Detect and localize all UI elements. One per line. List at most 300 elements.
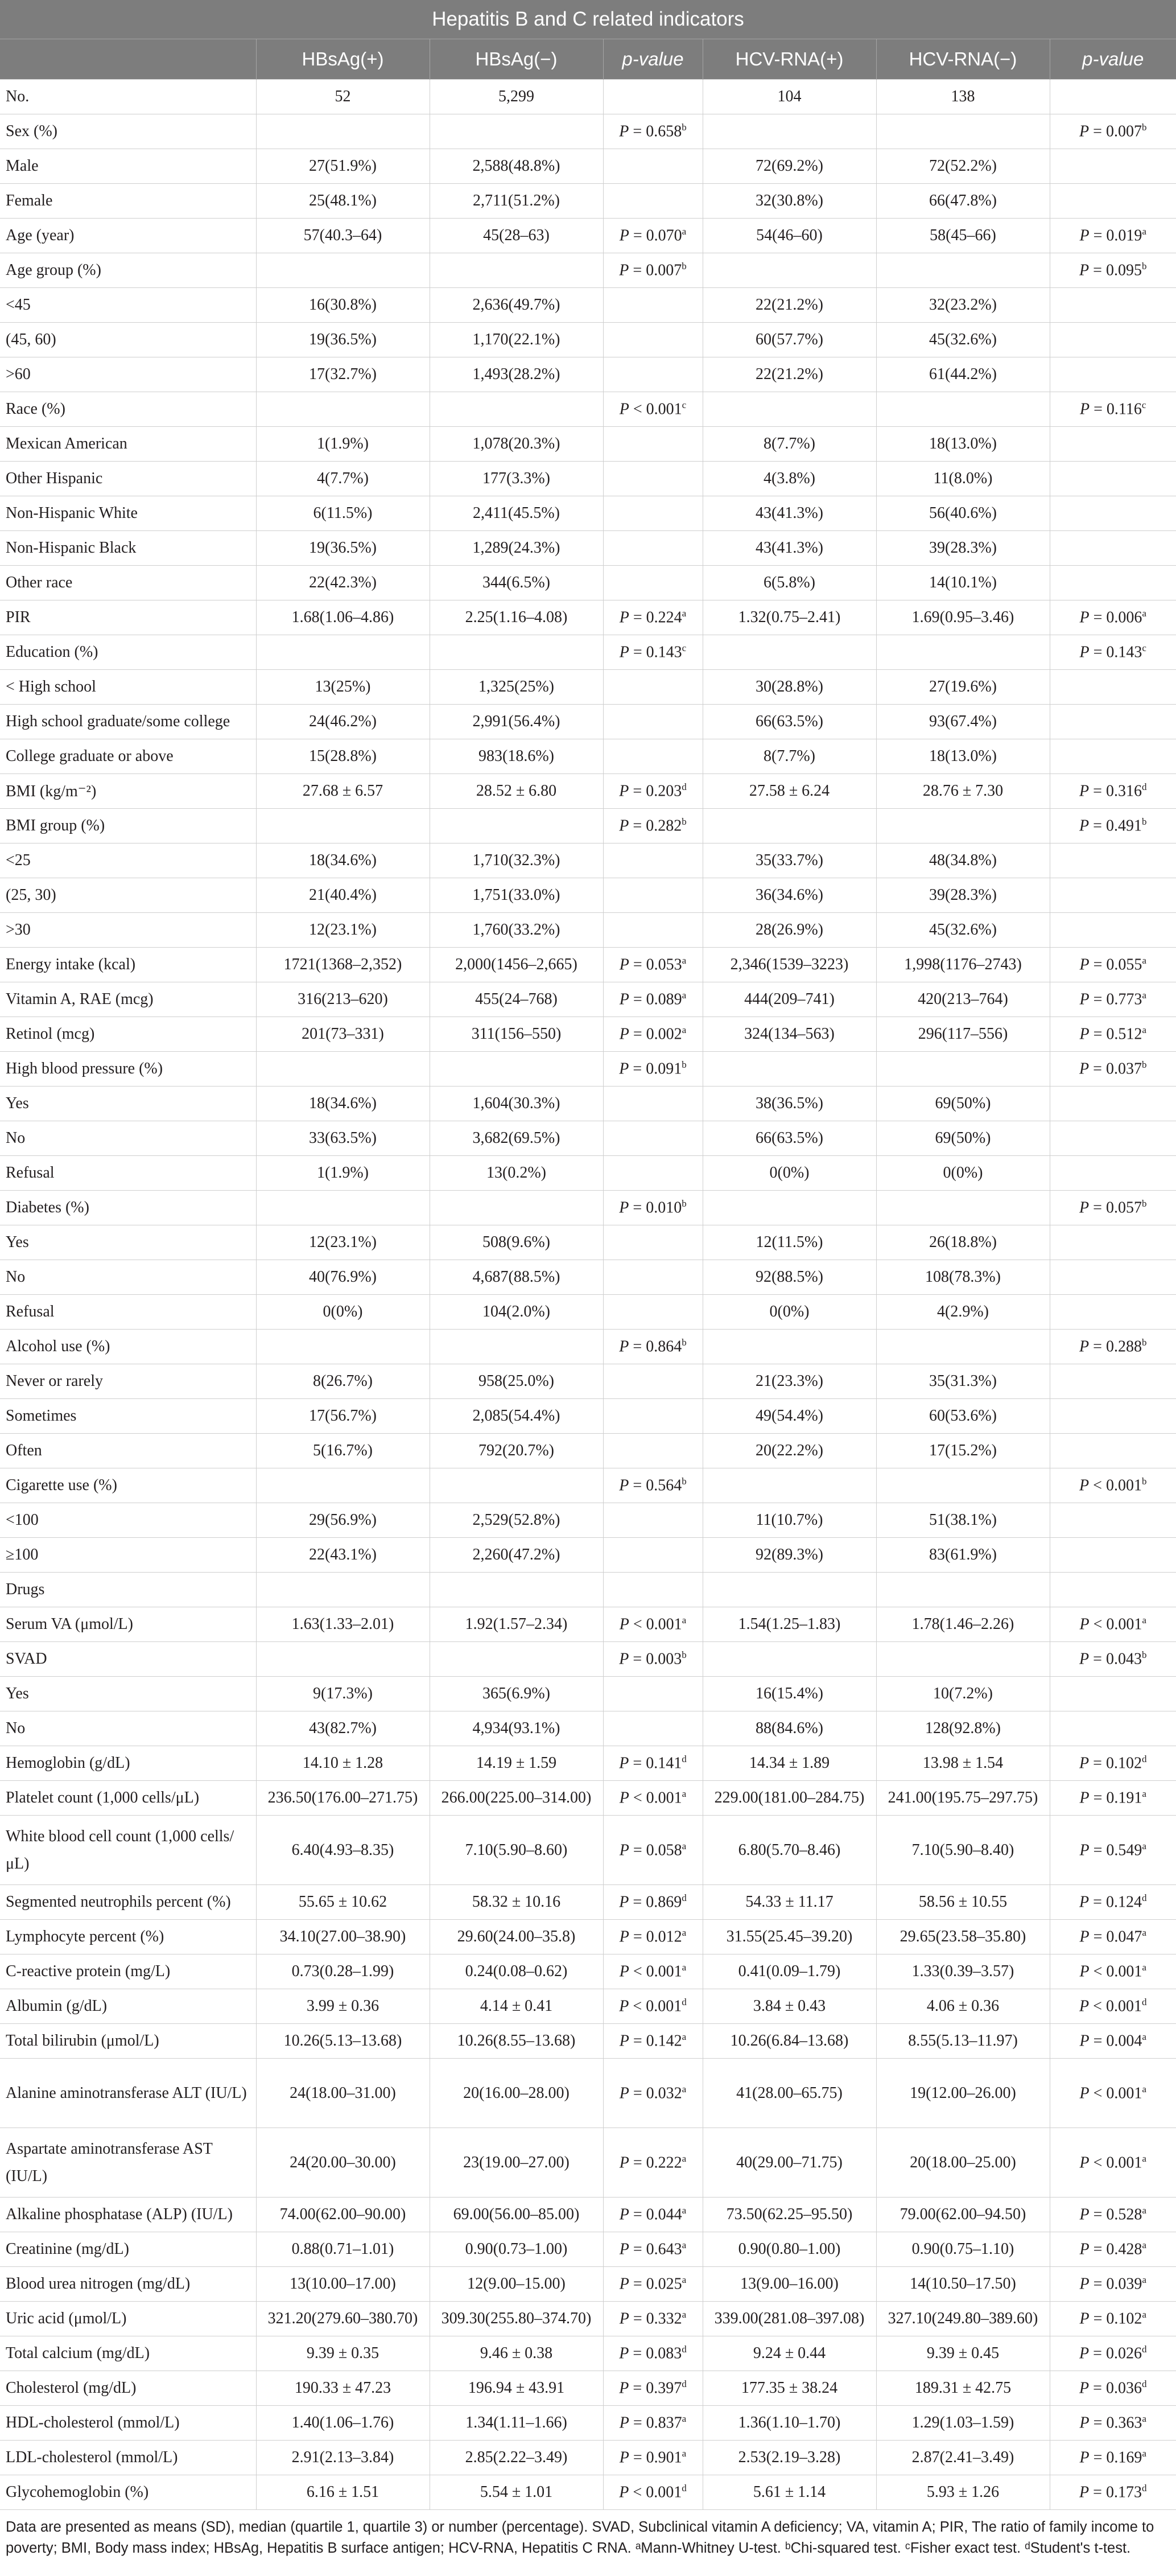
table-footnote: Data are presented as means (SD), median (quartile 1, quartile 3) or number (percentage). SVAD, Subclinical vitamin A deficiency; VA, vitamin A; PIR, The ratio of family income to poverty; BMI, Body mass index; HBsAg, Hepatitis B surface antigen; HCV-RNA, Hepatitis C RNA. ᵃMann-Whitney U-test. ᵇChi-squared test. ᶜFisher exact test. ᵈStudent's t-test.: [6, 2519, 1154, 2556]
table-cell: [876, 392, 1050, 427]
p-value-cell: P < 0.001$^a$: [1050, 2059, 1176, 2128]
table-cell: 14.10 ± 1.28: [256, 1746, 430, 1781]
p-value-cell: [603, 739, 703, 774]
p-value-cell: P = 0.282$^b$: [603, 809, 703, 843]
row-label: No: [0, 1121, 256, 1156]
p-value-cell: [1050, 1364, 1176, 1399]
row-label: No: [0, 1260, 256, 1295]
table-cell: 316(213–620): [256, 982, 430, 1017]
table-cell: 28.52 ± 6.80: [430, 774, 603, 809]
table-cell: 57(40.3–64): [256, 219, 430, 253]
table-cell: 365(6.9%): [430, 1677, 603, 1711]
table-cell: 52: [256, 80, 430, 114]
table-cell: 177(3.3%): [430, 462, 603, 496]
table-cell: [256, 1642, 430, 1677]
table-cell: 2.91(2.13–3.84): [256, 2441, 430, 2475]
p-value-cell: P = 0.143$^c$: [603, 635, 703, 670]
table-cell: 51(38.1%): [876, 1503, 1050, 1538]
table-row: [0, 1711, 1176, 1746]
table-cell: 60(53.6%): [876, 1399, 1050, 1434]
row-label: Yes: [0, 1225, 256, 1260]
table-cell: 26(18.8%): [876, 1225, 1050, 1260]
table-cell: [876, 1573, 1050, 1607]
table-cell: 40(76.9%): [256, 1260, 430, 1295]
table-cell: 0.90(0.75–1.10): [876, 2232, 1050, 2267]
table-cell: 66(63.5%): [703, 705, 876, 739]
table-cell: 0.90(0.73–1.00): [430, 2232, 603, 2267]
p-value-cell: [603, 1087, 703, 1121]
table-cell: 2,636(49.7%): [430, 288, 603, 323]
p-value-cell: P = 0.012$^a$: [603, 1920, 703, 1954]
table-cell: 29.65(23.58–35.80): [876, 1920, 1050, 1954]
row-label: Yes: [0, 1677, 256, 1711]
table-cell: 1.92(1.57–2.34): [430, 1607, 603, 1642]
table-cell: 29(56.9%): [256, 1503, 430, 1538]
table-cell: 1,289(24.3%): [430, 531, 603, 566]
table-cell: 55.65 ± 10.62: [256, 1885, 430, 1920]
table-row: [0, 600, 1176, 635]
table-cell: 15(28.8%): [256, 739, 430, 774]
table-cell: [430, 114, 603, 149]
table-cell: [876, 1468, 1050, 1503]
table-cell: 4,934(93.1%): [430, 1711, 603, 1746]
row-label: Vitamin A, RAE (mcg): [0, 982, 256, 1017]
p-value-cell: [1050, 1434, 1176, 1468]
table-cell: 2,346(1539–3223): [703, 948, 876, 982]
table-cell: 2,711(51.2%): [430, 184, 603, 219]
table-cell: 28.76 ± 7.30: [876, 774, 1050, 809]
table-row: [0, 566, 1176, 600]
row-label: Often: [0, 1434, 256, 1468]
table-cell: 104: [703, 80, 876, 114]
table-cell: [256, 635, 430, 670]
row-label: PIR: [0, 600, 256, 635]
p-value-cell: P = 0.316$^d$: [1050, 774, 1176, 809]
table-cell: 18(13.0%): [876, 739, 1050, 774]
row-label: Refusal: [0, 1295, 256, 1330]
p-value-cell: [603, 288, 703, 323]
table-cell: 66(63.5%): [703, 1121, 876, 1156]
table-cell: [430, 253, 603, 288]
table-row: [0, 1399, 1176, 1434]
row-label: HDL-cholesterol (mmol/L): [0, 2406, 256, 2441]
table-cell: 27.58 ± 6.24: [703, 774, 876, 809]
table-cell: 1,751(33.0%): [430, 878, 603, 913]
row-label: Yes: [0, 1087, 256, 1121]
table-cell: [876, 1052, 1050, 1087]
table-cell: 21(23.3%): [703, 1364, 876, 1399]
table-cell: 24(18.00–31.00): [256, 2059, 430, 2128]
table-cell: 14.19 ± 1.59: [430, 1746, 603, 1781]
row-label: Other race: [0, 566, 256, 600]
table-row: [0, 80, 1176, 114]
table-cell: 49(54.4%): [703, 1399, 876, 1434]
table-row: [0, 1156, 1176, 1191]
table-cell: 0.41(0.09–1.79): [703, 1954, 876, 1989]
row-label: Aspartate aminotransferase AST (IU/L): [0, 2128, 256, 2198]
table-cell: 4(3.8%): [703, 462, 876, 496]
table-row: [0, 1330, 1176, 1364]
p-value-cell: P = 0.564$^b$: [603, 1468, 703, 1503]
table-cell: 35(31.3%): [876, 1364, 1050, 1399]
table-cell: 24(20.00–30.00): [256, 2128, 430, 2198]
p-value-cell: [1050, 80, 1176, 114]
row-label: SVAD: [0, 1642, 256, 1677]
table-cell: 2.87(2.41–3.49): [876, 2441, 1050, 2475]
table-cell: 5(16.7%): [256, 1434, 430, 1468]
p-value-cell: P = 0.083$^d$: [603, 2336, 703, 2371]
table-cell: 1721(1368–2,352): [256, 948, 430, 982]
table-cell: 1,493(28.2%): [430, 357, 603, 392]
table-cell: 444(209–741): [703, 982, 876, 1017]
p-value-cell: P < 0.001$^d$: [603, 1989, 703, 2024]
table-cell: 2,588(48.8%): [430, 149, 603, 184]
row-label: Albumin (g/dL): [0, 1989, 256, 2024]
p-value-cell: P = 0.528$^a$: [1050, 2198, 1176, 2232]
table-row: [0, 427, 1176, 462]
table-cell: 508(9.6%): [430, 1225, 603, 1260]
p-value-cell: P = 0.058$^a$: [603, 1816, 703, 1885]
table-row: [0, 149, 1176, 184]
p-value-cell: P = 0.036$^d$: [1050, 2371, 1176, 2406]
table-cell: 69(50%): [876, 1121, 1050, 1156]
p-value-cell: P = 0.173$^d$: [1050, 2475, 1176, 2510]
p-value-cell: P = 0.203$^d$: [603, 774, 703, 809]
p-value-cell: P = 0.658$^b$: [603, 114, 703, 149]
table-cell: 2.53(2.19–3.28): [703, 2441, 876, 2475]
table-cell: 138: [876, 80, 1050, 114]
table-cell: [256, 1052, 430, 1087]
table-row: [0, 2024, 1176, 2059]
table-cell: 0(0%): [703, 1295, 876, 1330]
row-label: White blood cell count (1,000 cells/μL): [0, 1816, 256, 1885]
p-value-cell: [603, 1434, 703, 1468]
row-label: Female: [0, 184, 256, 219]
table-cell: 25(48.1%): [256, 184, 430, 219]
p-value-cell: P = 0.032$^a$: [603, 2059, 703, 2128]
p-value-cell: [603, 1121, 703, 1156]
table-cell: 6.16 ± 1.51: [256, 2475, 430, 2510]
table-cell: 5,299: [430, 80, 603, 114]
table-cell: 7.10(5.90–8.60): [430, 1816, 603, 1885]
table-row: [0, 1885, 1176, 1920]
row-label: No.: [0, 80, 256, 114]
table-cell: 17(32.7%): [256, 357, 430, 392]
table-cell: 58(45–66): [876, 219, 1050, 253]
p-value-cell: P = 0.222$^a$: [603, 2128, 703, 2198]
table-cell: 17(15.2%): [876, 1434, 1050, 1468]
table-cell: 83(61.9%): [876, 1538, 1050, 1573]
p-value-cell: P = 0.397$^d$: [603, 2371, 703, 2406]
row-label: >60: [0, 357, 256, 392]
table-cell: 92(88.5%): [703, 1260, 876, 1295]
p-value-cell: P = 0.007$^b$: [1050, 114, 1176, 149]
row-label: No: [0, 1711, 256, 1746]
table-cell: 32(30.8%): [703, 184, 876, 219]
table-row: [0, 1677, 1176, 1711]
table-row: [0, 948, 1176, 982]
p-value-cell: [603, 462, 703, 496]
table-cell: [256, 1468, 430, 1503]
p-value-cell: [603, 1295, 703, 1330]
table-cell: 21(40.4%): [256, 878, 430, 913]
p-value-cell: [1050, 1087, 1176, 1121]
table-cell: 16(15.4%): [703, 1677, 876, 1711]
p-value-cell: [603, 1538, 703, 1573]
row-label: Alanine aminotransferase ALT (IU/L): [0, 2059, 256, 2128]
table-cell: 35(33.7%): [703, 843, 876, 878]
p-value-cell: [603, 913, 703, 948]
table-cell: 1,325(25%): [430, 670, 603, 705]
table-cell: 9.24 ± 0.44: [703, 2336, 876, 2371]
p-value-cell: [1050, 739, 1176, 774]
row-label: Uric acid (μmol/L): [0, 2302, 256, 2336]
p-value-cell: [603, 670, 703, 705]
table-row: [0, 2441, 1176, 2475]
table-cell: 1(1.9%): [256, 1156, 430, 1191]
table-cell: 14.34 ± 1.89: [703, 1746, 876, 1781]
p-value-cell: [1050, 878, 1176, 913]
table-row: [0, 878, 1176, 913]
p-value-cell: [603, 843, 703, 878]
row-label: Age (year): [0, 219, 256, 253]
p-value-cell: P = 0.773$^a$: [1050, 982, 1176, 1017]
table-cell: 69(50%): [876, 1087, 1050, 1121]
table-row: [0, 531, 1176, 566]
table-cell: 72(69.2%): [703, 149, 876, 184]
table-cell: 56(40.6%): [876, 496, 1050, 531]
p-value-cell: [1050, 566, 1176, 600]
p-value-cell: [1050, 1225, 1176, 1260]
table-cell: [876, 1330, 1050, 1364]
table-cell: 189.31 ± 42.75: [876, 2371, 1050, 2406]
p-value-cell: P < 0.001$^b$: [1050, 1468, 1176, 1503]
table-cell: 54(46–60): [703, 219, 876, 253]
table-cell: 6(11.5%): [256, 496, 430, 531]
table-cell: 104(2.0%): [430, 1295, 603, 1330]
p-value-cell: P = 0.044$^a$: [603, 2198, 703, 2232]
table-cell: 58.32 ± 10.16: [430, 1885, 603, 1920]
table-cell: 1.78(1.46–2.26): [876, 1607, 1050, 1642]
table-row: [0, 184, 1176, 219]
column-header: HBsAg(+): [256, 39, 430, 80]
p-value-cell: P = 0.089$^a$: [603, 982, 703, 1017]
table-cell: 1.34(1.11–1.66): [430, 2406, 603, 2441]
table-cell: [703, 392, 876, 427]
row-label: <25: [0, 843, 256, 878]
p-value-cell: P < 0.001$^d$: [1050, 1989, 1176, 2024]
table-cell: 19(36.5%): [256, 531, 430, 566]
p-value-cell: [1050, 1538, 1176, 1573]
table-cell: 6.80(5.70–8.46): [703, 1816, 876, 1885]
row-label: C-reactive protein (mg/L): [0, 1954, 256, 1989]
table-row: [0, 2336, 1176, 2371]
table-cell: 6.40(4.93–8.35): [256, 1816, 430, 1885]
p-value-cell: P < 0.001$^a$: [603, 1954, 703, 1989]
table-cell: 455(24–768): [430, 982, 603, 1017]
table-cell: 48(34.8%): [876, 843, 1050, 878]
table-cell: 22(42.3%): [256, 566, 430, 600]
table-cell: 196.94 ± 43.91: [430, 2371, 603, 2406]
column-header: HCV-RNA(+): [703, 39, 876, 80]
p-value-cell: P = 0.512$^a$: [1050, 1017, 1176, 1052]
p-value-cell: [603, 184, 703, 219]
row-label: Glycohemoglobin (%): [0, 2475, 256, 2510]
table-cell: 45(32.6%): [876, 323, 1050, 357]
p-value-cell: P = 0.055$^a$: [1050, 948, 1176, 982]
table-cell: 1.40(1.06–1.76): [256, 2406, 430, 2441]
row-label: (25, 30): [0, 878, 256, 913]
row-label: < High school: [0, 670, 256, 705]
p-value-cell: P = 0.142$^a$: [603, 2024, 703, 2059]
table-cell: 45(28–63): [430, 219, 603, 253]
table-row: [0, 1746, 1176, 1781]
p-value-cell: [603, 1156, 703, 1191]
table-row: [0, 982, 1176, 1017]
table-cell: 0.88(0.71–1.01): [256, 2232, 430, 2267]
table-cell: 28(26.9%): [703, 913, 876, 948]
row-label: Total bilirubin (μmol/L): [0, 2024, 256, 2059]
table-row: [0, 1781, 1176, 1816]
table-row: [0, 2128, 1176, 2198]
table-row: [0, 1642, 1176, 1677]
table-cell: 43(41.3%): [703, 496, 876, 531]
table-cell: 236.50(176.00–271.75): [256, 1781, 430, 1816]
row-label: High blood pressure (%): [0, 1052, 256, 1087]
row-label: LDL-cholesterol (mmol/L): [0, 2441, 256, 2475]
table-row: [0, 1954, 1176, 1989]
row-label: Sex (%): [0, 114, 256, 149]
p-value-cell: [1050, 705, 1176, 739]
p-value-cell: [603, 1677, 703, 1711]
table-row: [0, 114, 1176, 149]
column-header: HBsAg(−): [430, 39, 603, 80]
row-label: Refusal: [0, 1156, 256, 1191]
table-row: [0, 2198, 1176, 2232]
p-value-cell: P = 0.102$^a$: [1050, 2302, 1176, 2336]
table-cell: 1,998(1176–2743): [876, 948, 1050, 982]
table-cell: 69.00(56.00–85.00): [430, 2198, 603, 2232]
table-row: [0, 1260, 1176, 1295]
table-cell: 3.99 ± 0.36: [256, 1989, 430, 2024]
table-cell: 0.73(0.28–1.99): [256, 1954, 430, 1989]
table-row: [0, 843, 1176, 878]
p-value-cell: [1050, 1503, 1176, 1538]
table-cell: 22(21.2%): [703, 288, 876, 323]
table-cell: 5.54 ± 1.01: [430, 2475, 603, 2510]
p-value-cell: P = 0.332$^a$: [603, 2302, 703, 2336]
p-value-cell: P = 0.043$^b$: [1050, 1642, 1176, 1677]
table-cell: [430, 1468, 603, 1503]
p-value-cell: [1050, 1295, 1176, 1330]
table-cell: 27(51.9%): [256, 149, 430, 184]
table-cell: 31.55(25.45–39.20): [703, 1920, 876, 1954]
table-cell: 311(156–550): [430, 1017, 603, 1052]
table-cell: 1.69(0.95–3.46): [876, 600, 1050, 635]
row-label: Cholesterol (mg/dL): [0, 2371, 256, 2406]
p-value-cell: [1050, 427, 1176, 462]
table-body: [0, 80, 1176, 2510]
p-value-cell: P < 0.001$^a$: [603, 1607, 703, 1642]
p-value-cell: [603, 1711, 703, 1746]
table-cell: [430, 1052, 603, 1087]
table-cell: 13(25%): [256, 670, 430, 705]
table-row: [0, 462, 1176, 496]
table-row: [0, 253, 1176, 288]
table-cell: 60(57.7%): [703, 323, 876, 357]
p-value-cell: [1050, 1399, 1176, 1434]
p-value-cell: P < 0.001$^a$: [1050, 1607, 1176, 1642]
table-cell: 88(84.6%): [703, 1711, 876, 1746]
table-row: [0, 809, 1176, 843]
row-label: Sometimes: [0, 1399, 256, 1434]
row-label: BMI (kg/m⁻²): [0, 774, 256, 809]
table-cell: 18(34.6%): [256, 843, 430, 878]
table-cell: 39(28.3%): [876, 531, 1050, 566]
table-row: [0, 1295, 1176, 1330]
table-cell: 92(89.3%): [703, 1538, 876, 1573]
table-cell: [876, 635, 1050, 670]
p-value-cell: [603, 878, 703, 913]
table-cell: 327.10(249.80–389.60): [876, 2302, 1050, 2336]
table-cell: 296(117–556): [876, 1017, 1050, 1052]
table-cell: 14(10.50–17.50): [876, 2267, 1050, 2302]
table-cell: 79.00(62.00–94.50): [876, 2198, 1050, 2232]
table-cell: [430, 1191, 603, 1225]
table-cell: 93(67.4%): [876, 705, 1050, 739]
table-cell: 1.33(0.39–3.57): [876, 1954, 1050, 1989]
table-cell: 2,260(47.2%): [430, 1538, 603, 1573]
table-row: [0, 1468, 1176, 1503]
table-cell: 29.60(24.00–35.8): [430, 1920, 603, 1954]
p-value-cell: [1050, 1573, 1176, 1607]
table-row: [0, 219, 1176, 253]
table-cell: 27.68 ± 6.57: [256, 774, 430, 809]
table-cell: [876, 809, 1050, 843]
p-value-cell: P = 0.010$^b$: [603, 1191, 703, 1225]
table-cell: 43(41.3%): [703, 531, 876, 566]
p-value-cell: [1050, 1677, 1176, 1711]
p-value-cell: [603, 496, 703, 531]
table-cell: 344(6.5%): [430, 566, 603, 600]
table-row: [0, 1503, 1176, 1538]
table-row: [0, 670, 1176, 705]
table-cell: 19(36.5%): [256, 323, 430, 357]
table-row: [0, 1989, 1176, 2024]
table-cell: 1.32(0.75–2.41): [703, 600, 876, 635]
table-cell: 321.20(279.60–380.70): [256, 2302, 430, 2336]
p-value-cell: [603, 357, 703, 392]
table-row: [0, 1087, 1176, 1121]
table-cell: [430, 1642, 603, 1677]
row-label: Serum VA (μmol/L): [0, 1607, 256, 1642]
p-value-cell: [1050, 670, 1176, 705]
p-value-cell: P = 0.102$^d$: [1050, 1746, 1176, 1781]
table-cell: 2,991(56.4%): [430, 705, 603, 739]
p-value-cell: P = 0.141$^d$: [603, 1746, 703, 1781]
table-cell: [876, 114, 1050, 149]
table-cell: 34.10(27.00–38.90): [256, 1920, 430, 1954]
table-cell: 1,760(33.2%): [430, 913, 603, 948]
table-cell: [256, 253, 430, 288]
p-value-cell: [603, 323, 703, 357]
table-cell: 1.68(1.06–4.86): [256, 600, 430, 635]
row-label: Non-Hispanic White: [0, 496, 256, 531]
row-label: Creatinine (mg/dL): [0, 2232, 256, 2267]
table-cell: 8(26.7%): [256, 1364, 430, 1399]
p-value-cell: P = 0.116$^c$: [1050, 392, 1176, 427]
table-cell: 3,682(69.5%): [430, 1121, 603, 1156]
